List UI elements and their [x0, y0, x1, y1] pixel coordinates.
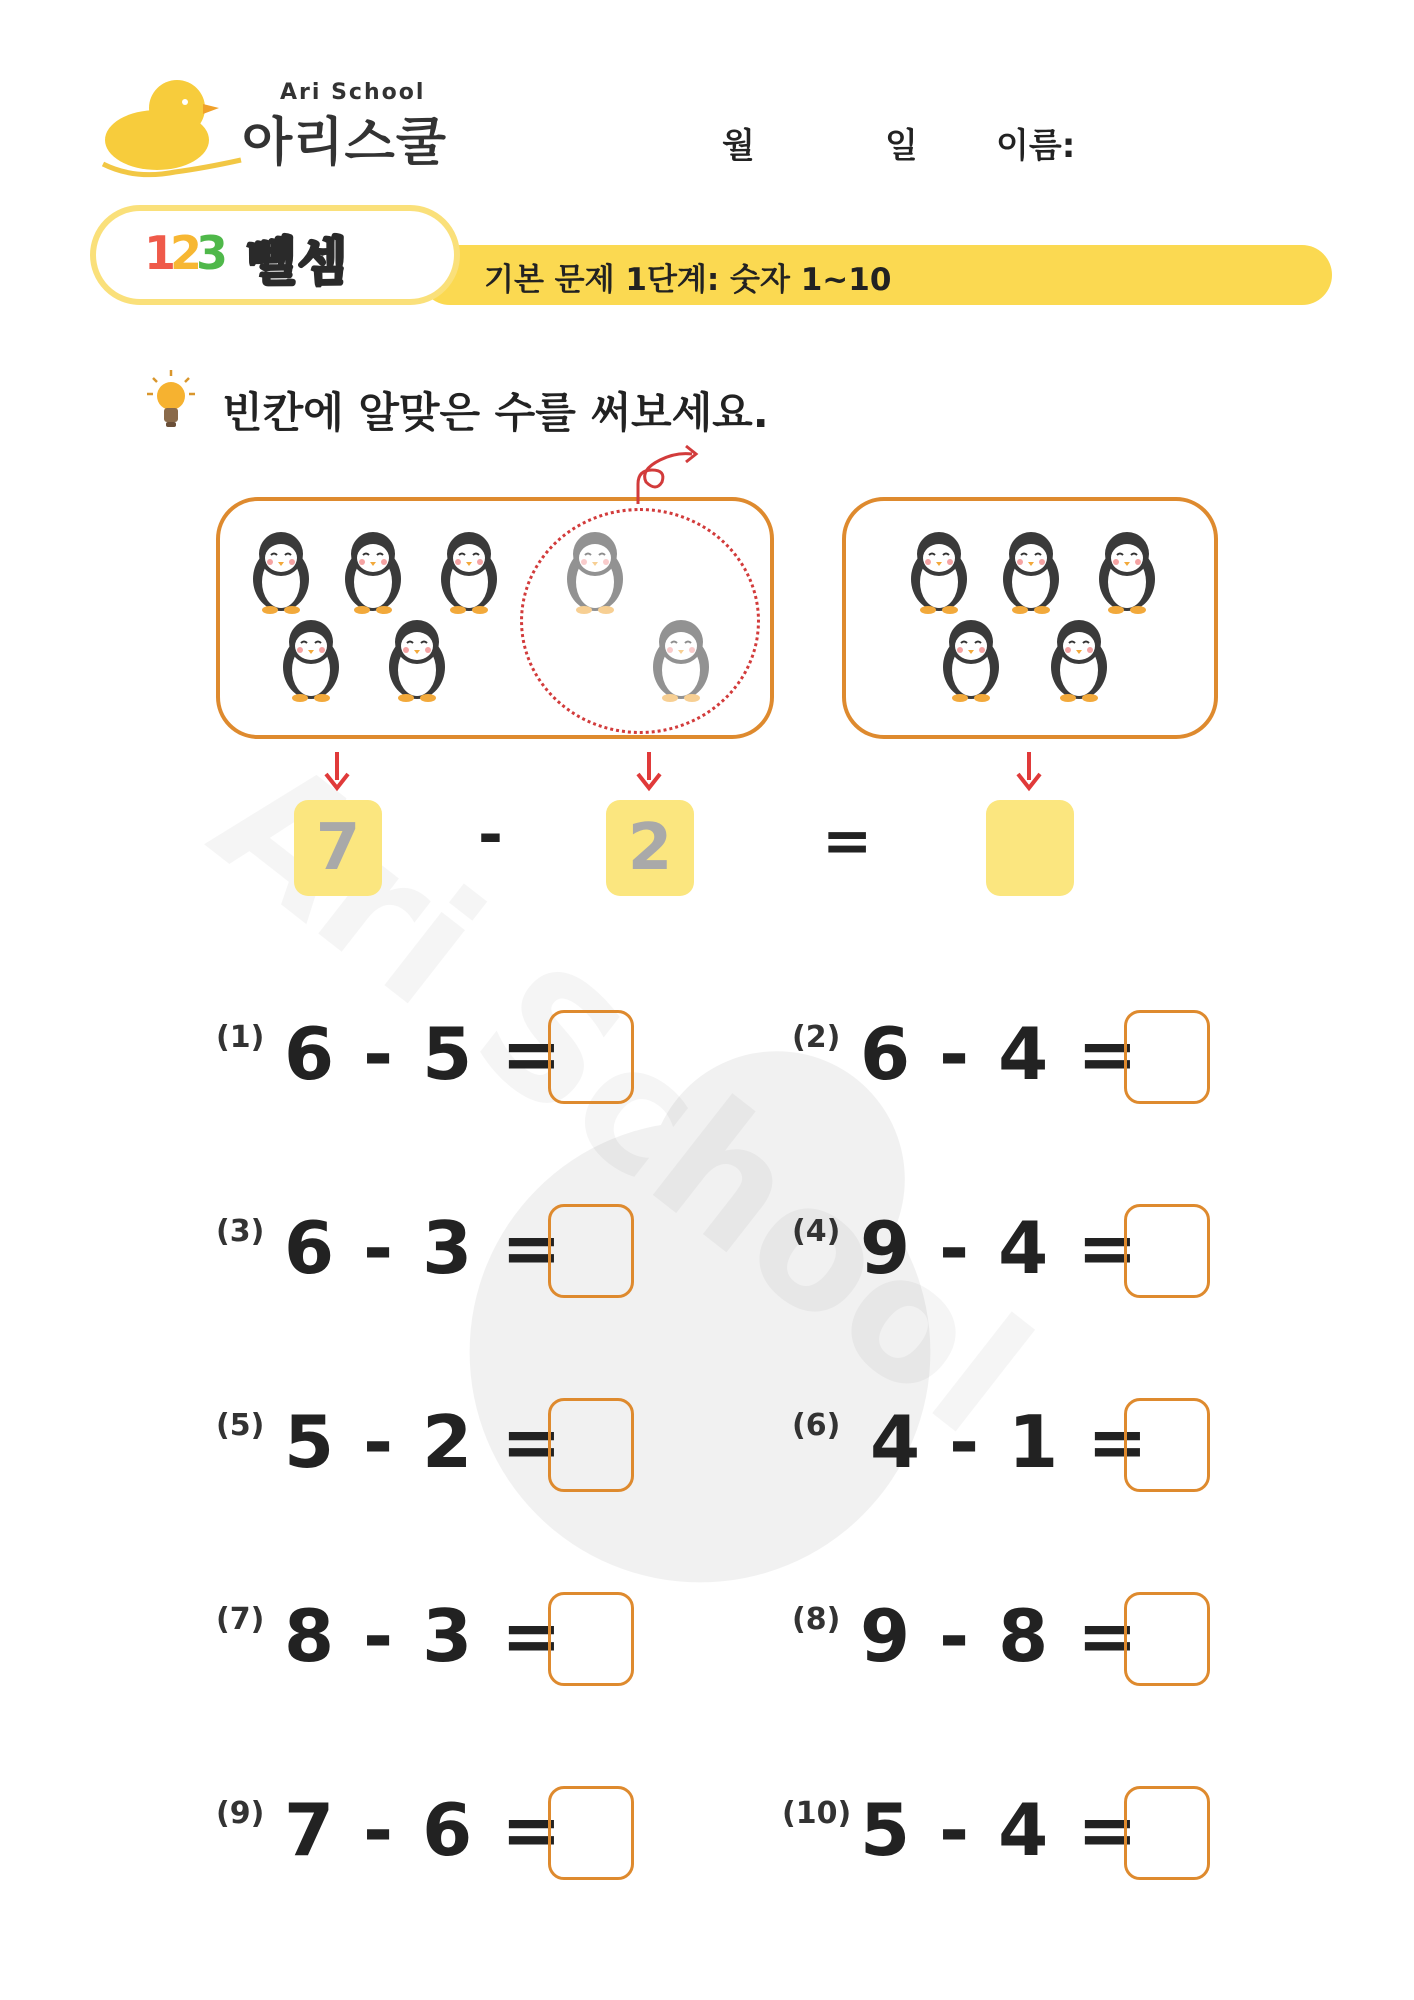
penguin-icon [246, 524, 316, 614]
answer-box[interactable] [1124, 1010, 1210, 1104]
removed-penguin-icon [646, 612, 716, 702]
answer-box[interactable] [1124, 1592, 1210, 1686]
name-label: 이름: [996, 126, 1076, 166]
example-minus-sign: - [478, 800, 503, 870]
penguin-icon [382, 612, 452, 702]
problem-expression: 7 - 6 = [284, 1788, 564, 1872]
problem-expression: 9 - 4 = [860, 1206, 1140, 1290]
example-removed-box: 2 [606, 800, 694, 896]
example-answer-box[interactable] [986, 800, 1074, 896]
day-label: 일 [885, 126, 918, 166]
problem-index: (1) [216, 1020, 265, 1055]
down-arrow-icon [322, 750, 352, 792]
watermark-chick-icon [380, 1000, 1020, 1640]
example-equals-sign: = [822, 806, 873, 876]
example-total-box: 7 [294, 800, 382, 896]
chick-logo-icon [95, 68, 245, 180]
problem-expression: 8 - 3 = [284, 1594, 564, 1678]
banner-digits [144, 226, 222, 280]
problem-expression: 6 - 3 = [284, 1206, 564, 1290]
removed-penguin-icon [560, 524, 630, 614]
down-arrow-icon [634, 750, 664, 792]
worksheet-subtitle: 기본 문제 1단계: 숫자 1~10 [484, 262, 892, 298]
problem-expression: 9 - 8 = [860, 1594, 1140, 1678]
penguin-icon [276, 612, 346, 702]
month-label: 월 [722, 126, 755, 166]
brand-name-english: Ari School [280, 80, 426, 105]
lightbulb-icon [145, 368, 197, 430]
problem-expression: 6 - 5 = [284, 1012, 564, 1096]
answer-box[interactable] [1124, 1204, 1210, 1298]
instruction-text: 빈칸에 알맞은 수를 써보세요. [222, 388, 769, 437]
removed-group-circle [520, 508, 760, 734]
answer-box[interactable] [1124, 1786, 1210, 1880]
problem-index: (10) [782, 1796, 852, 1831]
problem-index: (2) [792, 1020, 841, 1055]
problem-expression: 4 - 1 = [870, 1400, 1150, 1484]
digit-three: 3 [196, 226, 223, 280]
brand-name-korean: 아리스쿨 [242, 113, 447, 173]
digit-one: 1 [144, 226, 171, 280]
penguin-icon [936, 612, 1006, 702]
problem-expression: 5 - 4 = [860, 1788, 1140, 1872]
penguin-icon [1092, 524, 1162, 614]
problem-index: (9) [216, 1796, 265, 1831]
answer-box[interactable] [1124, 1398, 1210, 1492]
penguin-icon [904, 524, 974, 614]
penguin-icon [338, 524, 408, 614]
answer-box[interactable] [548, 1010, 634, 1104]
problem-index: (8) [792, 1602, 841, 1637]
problem-expression: 6 - 4 = [860, 1012, 1140, 1096]
problem-index: (6) [792, 1408, 841, 1443]
answer-box[interactable] [548, 1786, 634, 1880]
worksheet-title: 뺄셈 [246, 233, 349, 293]
penguin-icon [1044, 612, 1114, 702]
problem-index: (7) [216, 1602, 265, 1637]
problem-index: (5) [216, 1408, 265, 1443]
answer-box[interactable] [548, 1398, 634, 1492]
problem-expression: 5 - 2 = [284, 1400, 564, 1484]
answer-box[interactable] [548, 1204, 634, 1298]
curl-arrow-icon [630, 440, 710, 510]
down-arrow-icon [1014, 750, 1044, 792]
problem-index: (3) [216, 1214, 265, 1249]
penguin-icon [434, 524, 504, 614]
answer-box[interactable] [548, 1592, 634, 1686]
problem-index: (4) [792, 1214, 841, 1249]
penguin-icon [996, 524, 1066, 614]
digit-two: 2 [170, 226, 197, 280]
